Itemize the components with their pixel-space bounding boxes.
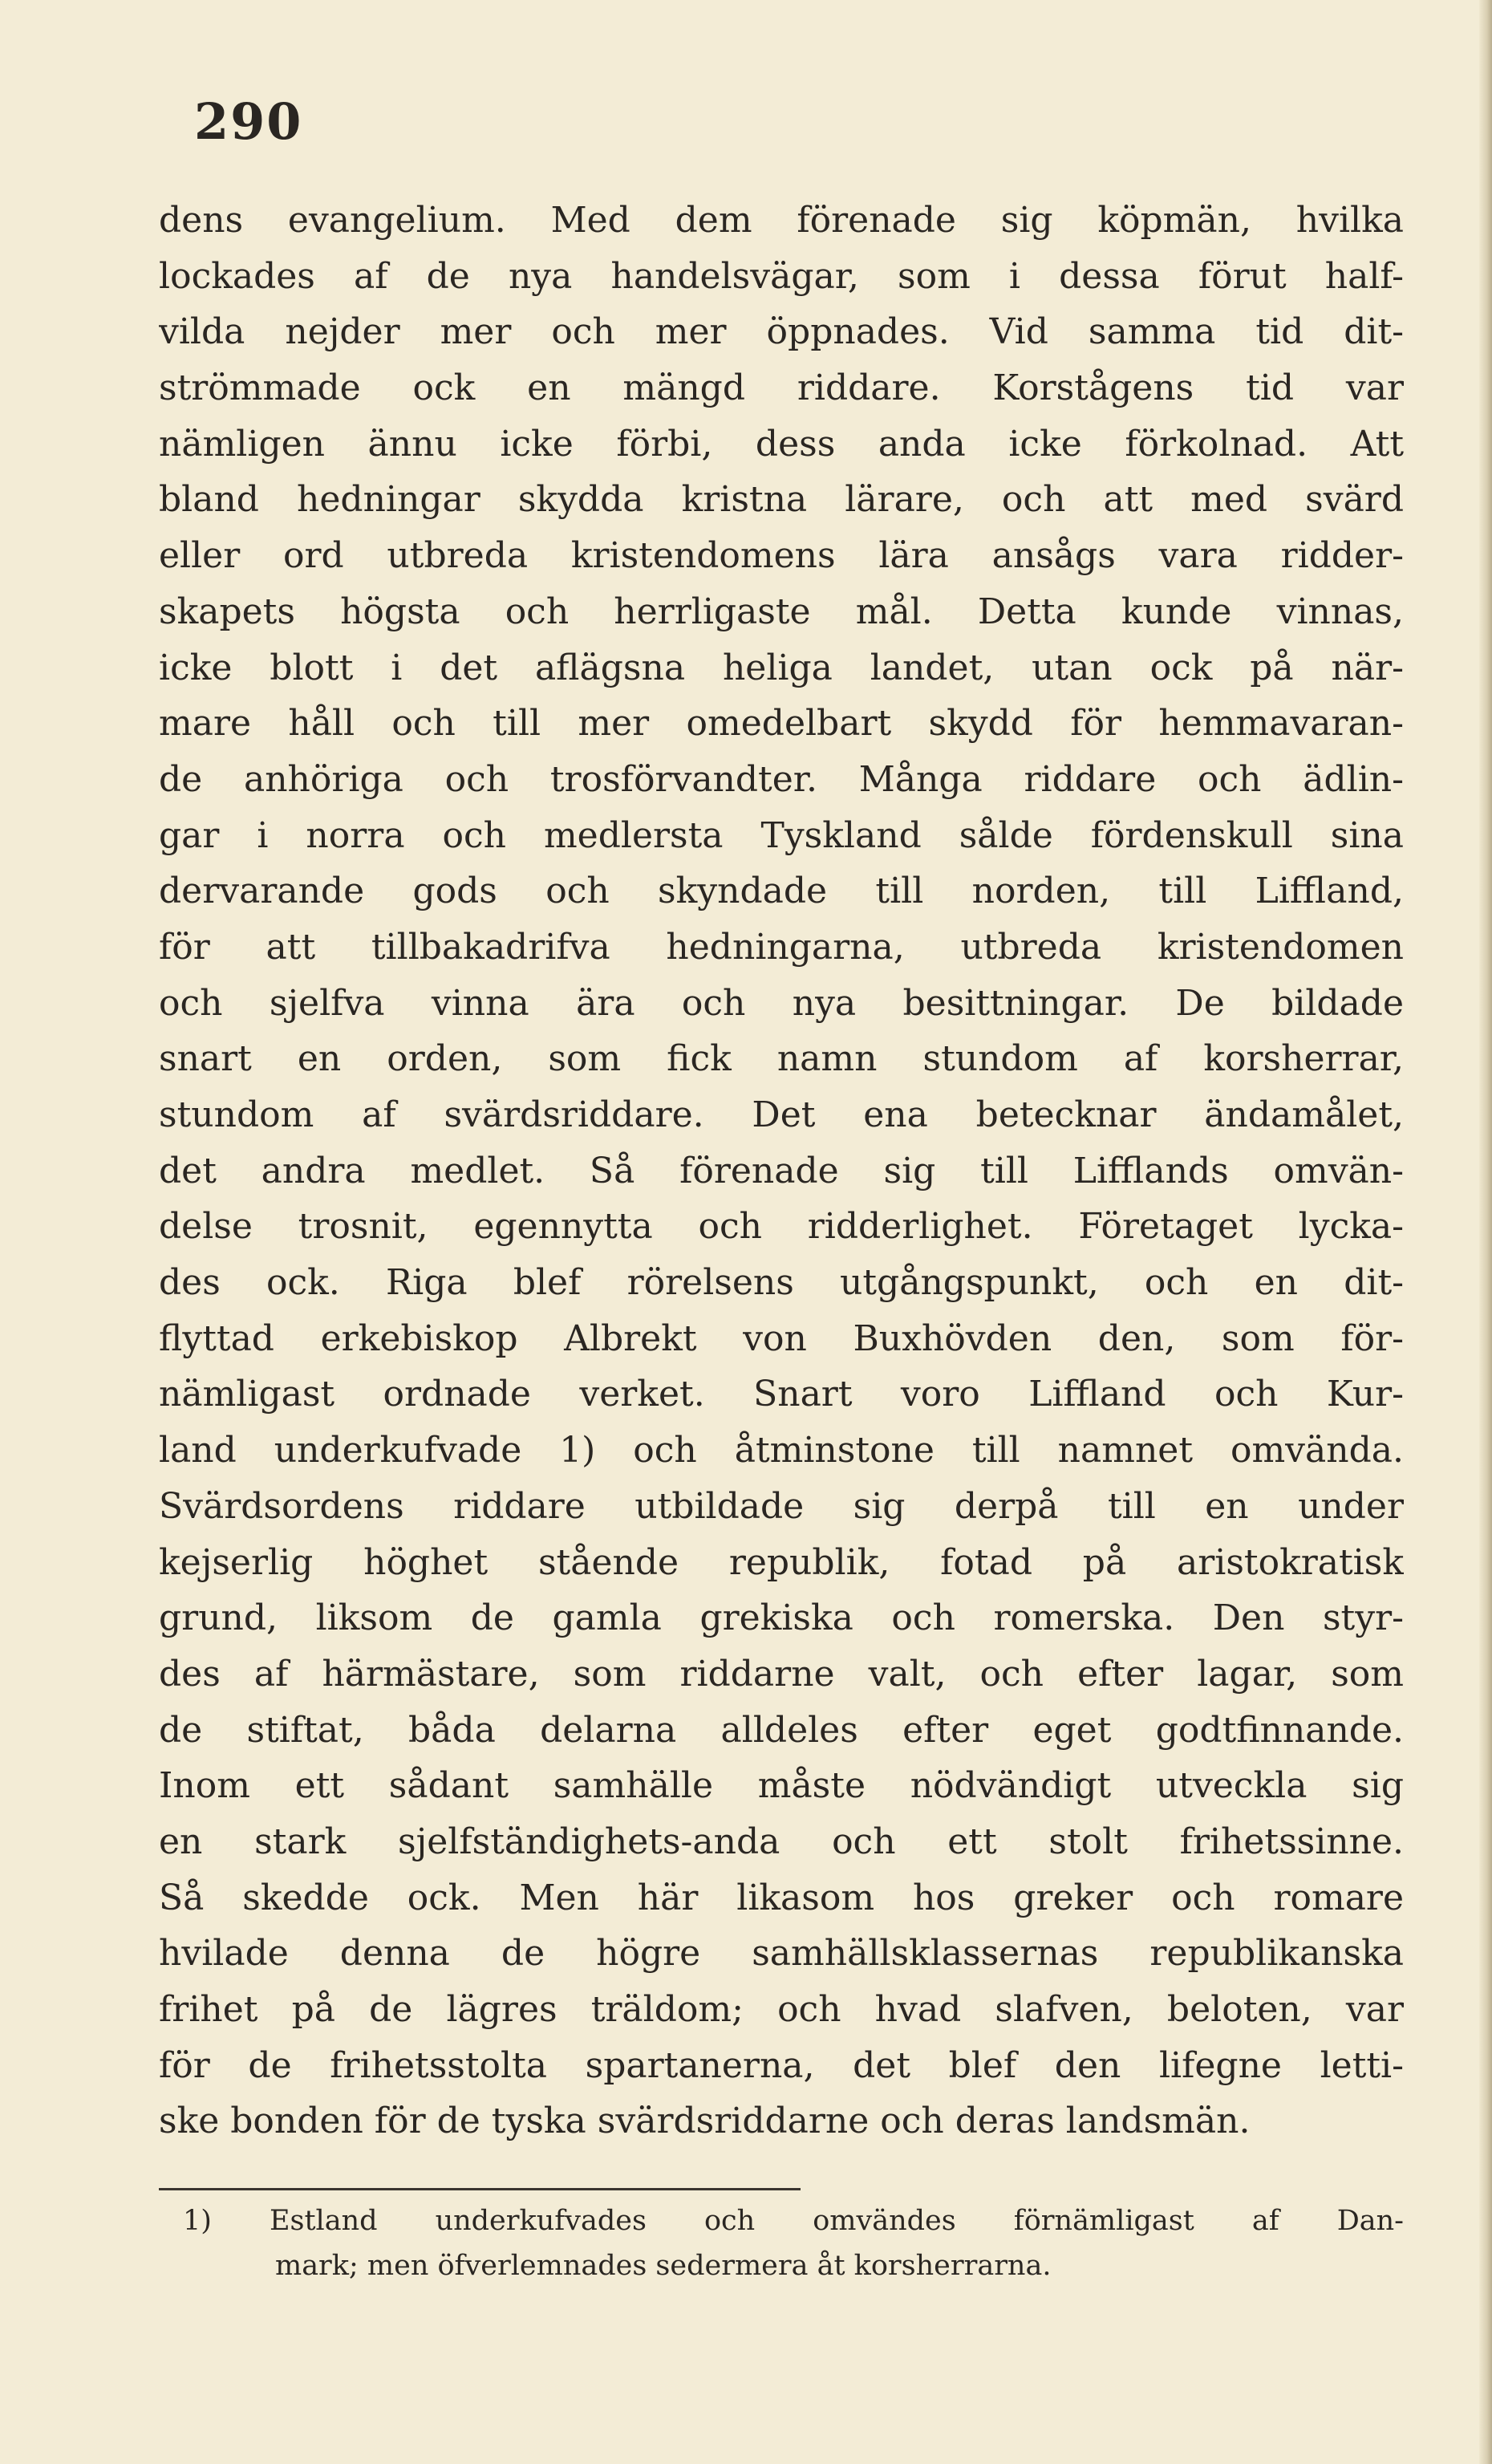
text-line: delse trosnit, egennytta och ridderlighet. Företaget lycka-	[159, 1206, 1404, 1248]
text-line: och sjelfva vinna ära och nya besittningar. De bildade	[159, 982, 1404, 1024]
text-line: frihet på de lägres träldom; och hvad slafven, beloten, var	[159, 1989, 1404, 2030]
text-line: hvilade denna de högre samhällsklassernas republikanska	[159, 1933, 1404, 1975]
text-line: land underkufvade 1) och åtminstone till namnet omvända.	[159, 1430, 1404, 1471]
text-line: nämligast ordnade verket. Snart voro Liffland och Kur-	[159, 1374, 1404, 1415]
footnotes	[159, 2198, 1404, 2288]
body-text	[159, 193, 1404, 2149]
text-line: de anhöriga och trosförvandter. Många riddare och ädlin-	[159, 758, 1404, 800]
text-line: eller ord utbreda kristendomens lära ansågs vara ridder-	[159, 535, 1404, 577]
footnote-line: 1) Estland underkufvades och omvändes förnämligast af Dan-	[183, 2205, 1404, 2237]
text-line: nämligen ännu icke förbi, dess anda icke förkolnad. Att	[159, 423, 1404, 465]
text-line: skapets högsta och herrligaste mål. Detta kunde vinnas,	[159, 591, 1404, 632]
page-edge	[1479, 0, 1492, 2464]
text-line: de stiftat, båda delarna alldeles efter eget godtfinnande.	[159, 1709, 1404, 1751]
text-line: snart en orden, som fick namn stundom af korsherrar,	[159, 1038, 1404, 1080]
text-line: kejserlig höghet stående republik, fotad på aristokratisk	[159, 1541, 1404, 1583]
text-line: dervarande gods och skyndade till norden, till Liffland,	[159, 871, 1404, 912]
text-line: en stark sjelfständighets-anda och ett stolt frihetssinne.	[159, 1821, 1404, 1862]
text-line: icke blott i det aflägsna heliga landet, utan ock på när-	[159, 647, 1404, 688]
text-line: ske bonden för de tyska svärdsriddarne och deras landsmän.	[159, 2101, 1251, 2142]
text-line: för att tillbakadrifva hedningarna, utbreda kristendomen	[159, 926, 1404, 968]
text-line: bland hedningar skydda kristna lärare, och att med svärd	[159, 479, 1404, 521]
footnote-divider	[159, 2188, 801, 2190]
page-number: 290	[194, 92, 303, 151]
text-line: strömmade ock en mängd riddare. Korstågens tid var	[159, 367, 1404, 409]
text-line: vilda nejder mer och mer öppnades. Vid samma tid dit-	[159, 311, 1404, 353]
text-line: Inom ett sådant samhälle måste nödvändigt utveckla sig	[159, 1765, 1404, 1807]
text-line: det andra medlet. Så förenade sig till Lifflands omvän-	[159, 1150, 1404, 1191]
footnote-line: mark; men öfverlemnades sedermera åt korsherrarna.	[275, 2250, 1052, 2282]
text-line: grund, liksom de gamla grekiska och romerska. Den styr-	[159, 1597, 1404, 1639]
text-line: Så skedde ock. Men här likasom hos greker och romare	[159, 1877, 1404, 1918]
text-line: gar i norra och medlersta Tyskland sålde fördenskull sina	[159, 814, 1404, 856]
text-line: flyttad erkebiskop Albrekt von Buxhövden den, som för-	[159, 1317, 1404, 1359]
text-line: Svärdsordens riddare utbildade sig derpå till en under	[159, 1485, 1404, 1527]
text-line: stundom af svärdsriddare. Det ena betecknar ändamålet,	[159, 1094, 1404, 1135]
text-line: des af härmästare, som riddarne valt, och efter lagar, som	[159, 1653, 1404, 1695]
text-line: mare håll och till mer omedelbart skydd för hemmavaran-	[159, 703, 1404, 745]
text-line: lockades af de nya handelsvägar, som i dessa förut half-	[159, 255, 1404, 297]
text-line: dens evangelium. Med dem förenade sig köpmän, hvilka	[159, 200, 1404, 241]
text-line: des ock. Riga blef rörelsens utgångspunkt, och en dit-	[159, 1262, 1404, 1304]
text-line: för de frihetsstolta spartanerna, det blef den lifegne letti-	[159, 2044, 1404, 2086]
